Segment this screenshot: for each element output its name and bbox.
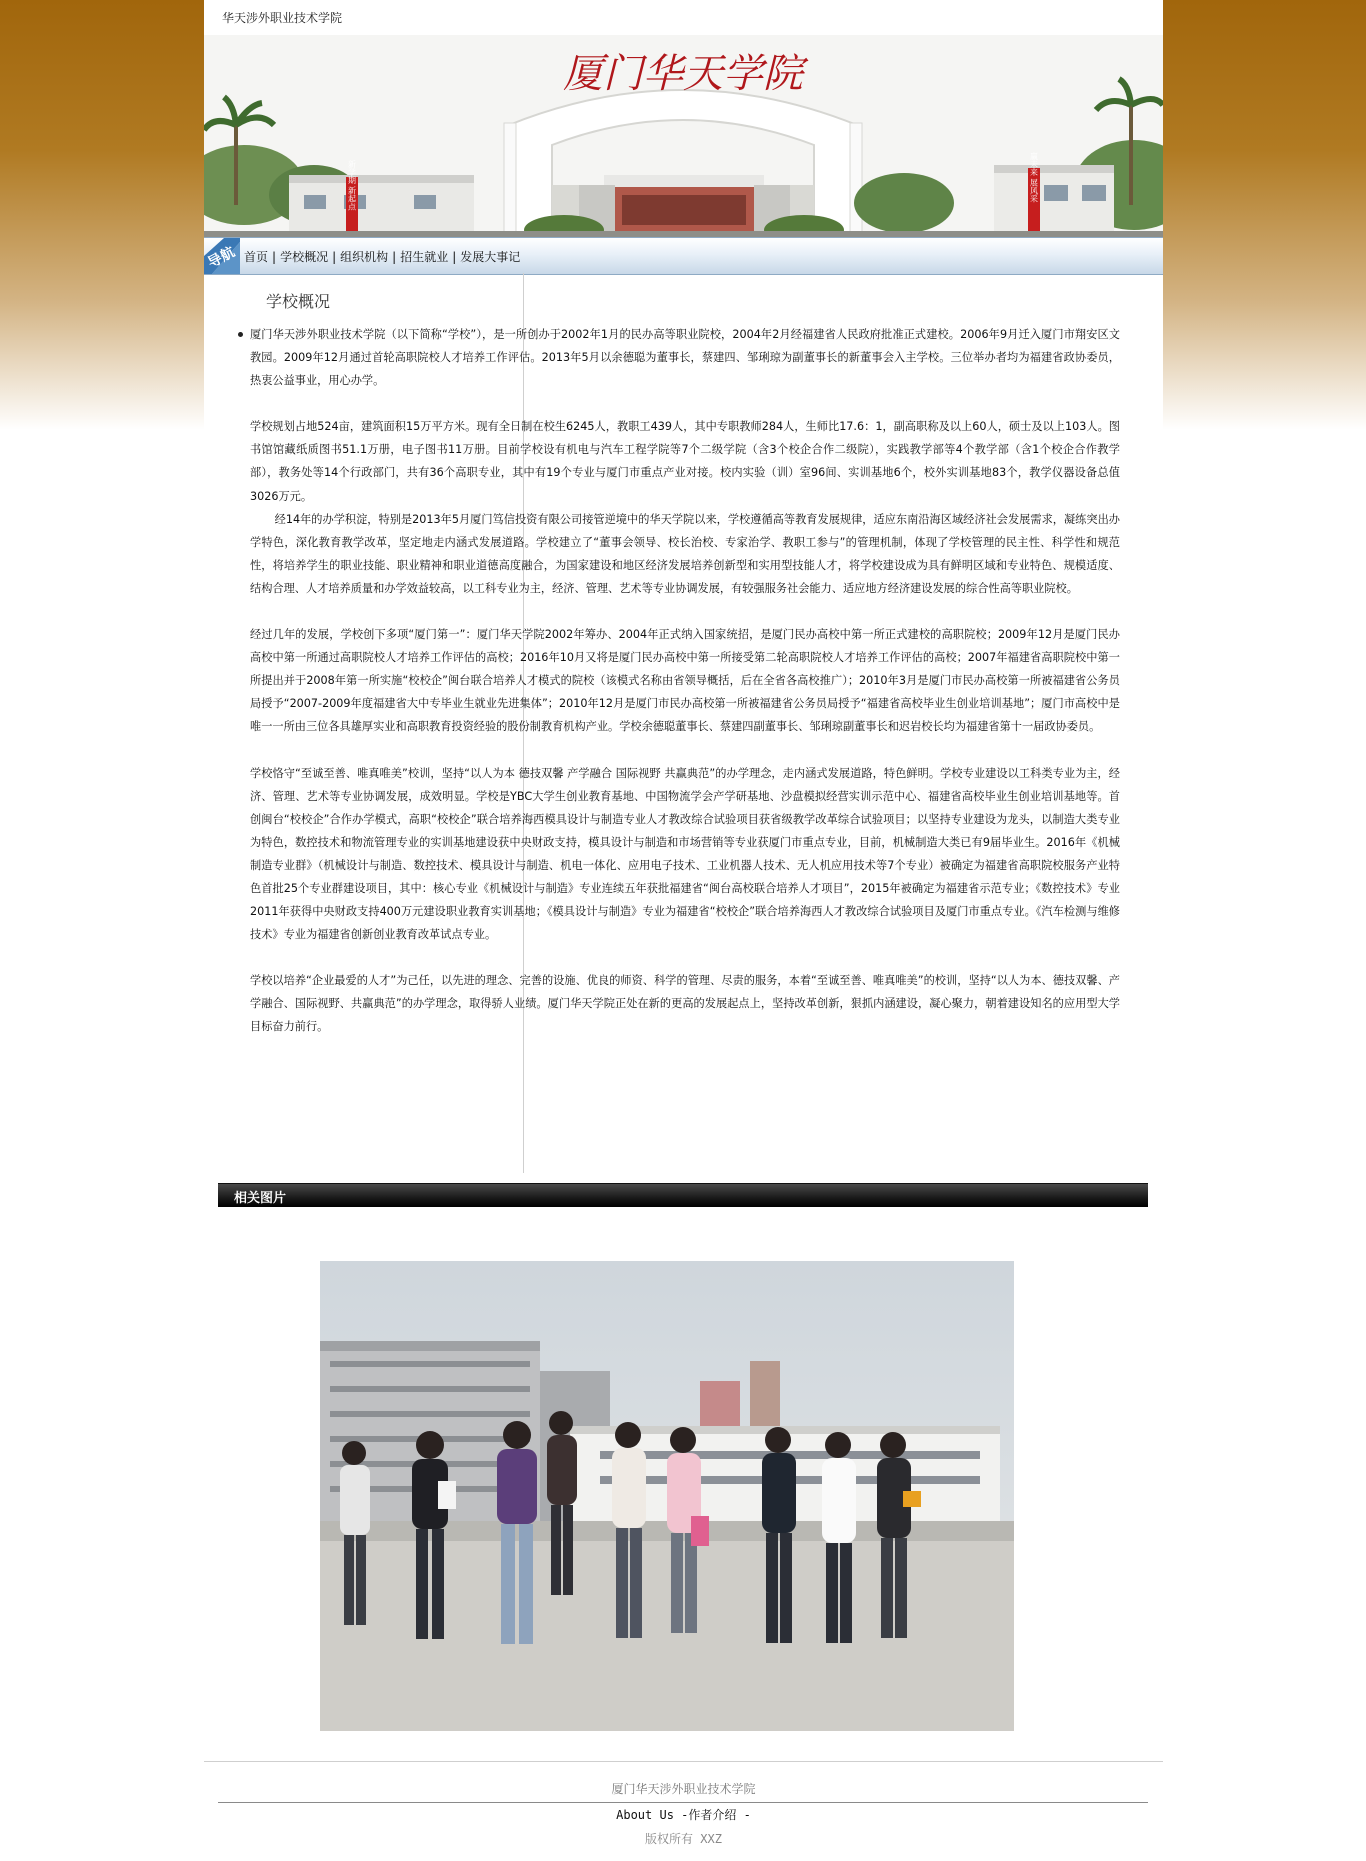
footer-link-separator: - (681, 1808, 689, 1822)
footer-school-name: 厦门华天涉外职业技术学院 (611, 1782, 756, 1796)
nav-item-admissions[interactable]: 招生就业 (400, 250, 449, 264)
right-pillar-text: 赢未来 展风采 (1029, 151, 1039, 203)
nav-separator: | (452, 250, 457, 264)
related-images-header (218, 1183, 1148, 1207)
top-bar (204, 0, 1163, 35)
footer-links (204, 1806, 1163, 1823)
related-images-title: 相关图片 (234, 1191, 287, 1206)
nav-item-milestones[interactable]: 发展大事记 (460, 250, 521, 264)
main-content (204, 273, 1163, 1173)
left-pillar-text: 新学期 新起点 (347, 159, 357, 211)
banner-image (204, 35, 1163, 237)
nav-item-about-school[interactable]: 学校概况 (280, 250, 329, 264)
article-paragraph: 学校规划占地524亩，建筑面积15万平方米。现有全日制在校生6245人，教职工439人，其中专职教师284人，生师比17.6：1，副高职称及以上60人，硕士及以上103人。图书馆馆藏纸质图书51.1万册，电子图书11万册。目前学校设有机电与汽车工程学院等7个二级学院（含3个校企合作二级院），实践教学部等4个教学部（含1个校企合作教学部），教务处等14个行政部门，共有36个高职专业，其中有19个专业与厦门市重点产业对接。校内实验（训）室96间、实训基地6个，校外实训基地83个，教学仪器设备总值3026万元。 (250, 420, 1120, 503)
site-name: 华天涉外职业技术学院 (222, 11, 343, 25)
footer-divider (204, 1761, 1163, 1762)
nav-separator: | (332, 250, 337, 264)
main-nav (204, 237, 1163, 275)
article-paragraph: 学校以培养“企业最爱的人才”为己任，以先进的理念、完善的设施、优良的师资、科学的管理、尽责的服务，本着“至诚至善、唯真唯美”的校训，坚持“以人为本、德技双馨、产学融合、国际视野、共赢典范”的办学理念，取得骄人业绩。厦门华天学院正处在新的更高的发展起点上，坚持改革创新，狠抓内涵建设，凝心聚力，朝着建设知名的应用型大学目标奋力前行。 (250, 974, 1120, 1034)
article-paragraph: 厦门华天涉外职业技术学院（以下简称“学校”），是一所创办于2002年1月的民办高等职业院校，2004年2月经福建省人民政府批准正式建校。2006年9月迁入厦门市翔安区文教园。2009年12月通过首轮高职院校人才培养工作评估。2013年5月以余德聪为董事长，蔡建四、邹琍琼为副董事长的新董事会入主学校。三位举办者均为福建省政协委员，热衷公益事业，用心办学。 (250, 328, 1120, 388)
students-photo-illustration (320, 1261, 1014, 1731)
article-list-item (250, 323, 1120, 1039)
campus-gate-illustration (204, 35, 1163, 237)
copyright: 版权所有 XXZ (645, 1832, 722, 1846)
about-us-link[interactable]: About Us (616, 1808, 674, 1822)
section-title: 学校概况 (266, 292, 331, 311)
banner-logo-text: 厦门华天学院 (563, 51, 803, 97)
related-photo[interactable] (320, 1261, 1014, 1731)
author-intro-link[interactable]: 作者介绍 (688, 1808, 737, 1822)
nav-item-home[interactable]: 首页 (244, 250, 269, 264)
bullet-icon (238, 332, 243, 337)
nav-separator: | (272, 250, 277, 264)
nav-tag-label: 导航 (205, 244, 238, 272)
nav-item-organization[interactable]: 组织机构 (340, 250, 389, 264)
article-body (250, 323, 1120, 1062)
article-paragraph: 经14年的办学积淀，特别是2013年5月厦门笃信投资有限公司接管逆境中的华天学院以来，学校遵循高等教育发展规律，适应东南沿海区域经济社会发展需求，凝练突出办学特色，深化教育教学改革，坚定地走内涵式发展道路。学校建立了“董事会领导、校长治校、专家治学、教职工参与”的管理机制，体现了学校管理的民主性、科学性和规范性，将培养学生的职业技能、职业精神和职业道德高度融合，为国家建设和地区经济发展培养创新型和实用型技能人才，将学校建设成为具有鲜明区域和专业特色、规模适度、结构合理、人才培养质量和办学效益较高，以工科专业为主，经济、管理、艺术等专业协调发展，有较强服务社会能力、适应地方经济建设发展的综合性高等职业院校。 (250, 512, 1120, 595)
article-paragraph: 经过几年的发展，学校创下多项“厦门第一”：厦门华天学院2002年筹办、2004年正式纳入国家统招，是厦门民办高校中第一所正式建校的高职院校；2009年12月是厦门民办高校中第一所通过高职院校人才培养工作评估的高校；2016年10月又将是厦门民办高校中第一所接受第二轮高职院校人才培养工作评估的高校；2007年福建省高职院校中第一所提出并于2008年第一所实施“校校企”闽台联合培养人才模式的院校（该模式名称由省领导概括，后在全省各高校推广）；2010年3月是厦门市民办高校第一所被福建省公务员局授予“2007-2009年度福建省大中专毕业生就业先进集体”；2010年12月是厦门市民办高校第一所被福建省公务员局授予“福建省高校毕业生创业培训基地”；厦门市高校中是唯一一所由三位各具雄厚实业和高职教育投资经验的股份制教育机构产业。学校余德聪董事长、蔡建四副董事长、邹琍琼副董事长和迟岩校长均为福建省第十一届政协委员。 (250, 628, 1120, 734)
footer-link-separator: - (743, 1808, 751, 1822)
article-paragraph: 学校恪守“至诚至善、唯真唯美”校训，坚持“以人为本 德技双馨 产学融合 国际视野 共赢典范”的办学理念，走内涵式发展道路，特色鲜明。学校专业建设以工科类专业为主，经济、管理、艺术等专业协调发展，成效明显。学校是YBC大学生创业教育基地、中国物流学会产学研基地、沙盘模拟经营实训示范中心、福建省高校毕业生创业培训基地等。首创闽台“校校企”合作办学模式，高职“校校企”联合培养海西模具设计与制造专业人才教改综合试验项目获省级教学改革综合试验项目；以坚持专业建设为龙头，以制造大类专业为特色，数控技术和物流管理专业的实训基地建设获中央财政支持，模具设计与制造和市场营销等专业获厦门市重点专业，目前，机械制造大类已有9届毕业生。2016年《机械制造专业群》（机械设计与制造、数控技术、模具设计与制造、机电一体化、应用电子技术、工业机器人技术、无人机应用技术等7个专业）被确定为福建省高职院校服务产业特色首批25个专业群建设项目，其中：核心专业《机械设计与制造》专业连续五年获批福建省“闽台高校联合培养人才项目”，2015年被确定为福建省示范专业；《数控技术》专业2011年获得中央财政支持400万元建设职业教育实训基地；《模具设计与制造》专业为福建省“校校企”联合培养海西人才教改综合试验项目及厦门市重点专业。《汽车检测与维修技术》专业为福建省创新创业教育改革试点专业。 (250, 766, 1120, 942)
nav-items (244, 248, 520, 265)
footer-divider (218, 1802, 1148, 1803)
page-container (204, 0, 1163, 1861)
nav-separator: | (392, 250, 397, 264)
